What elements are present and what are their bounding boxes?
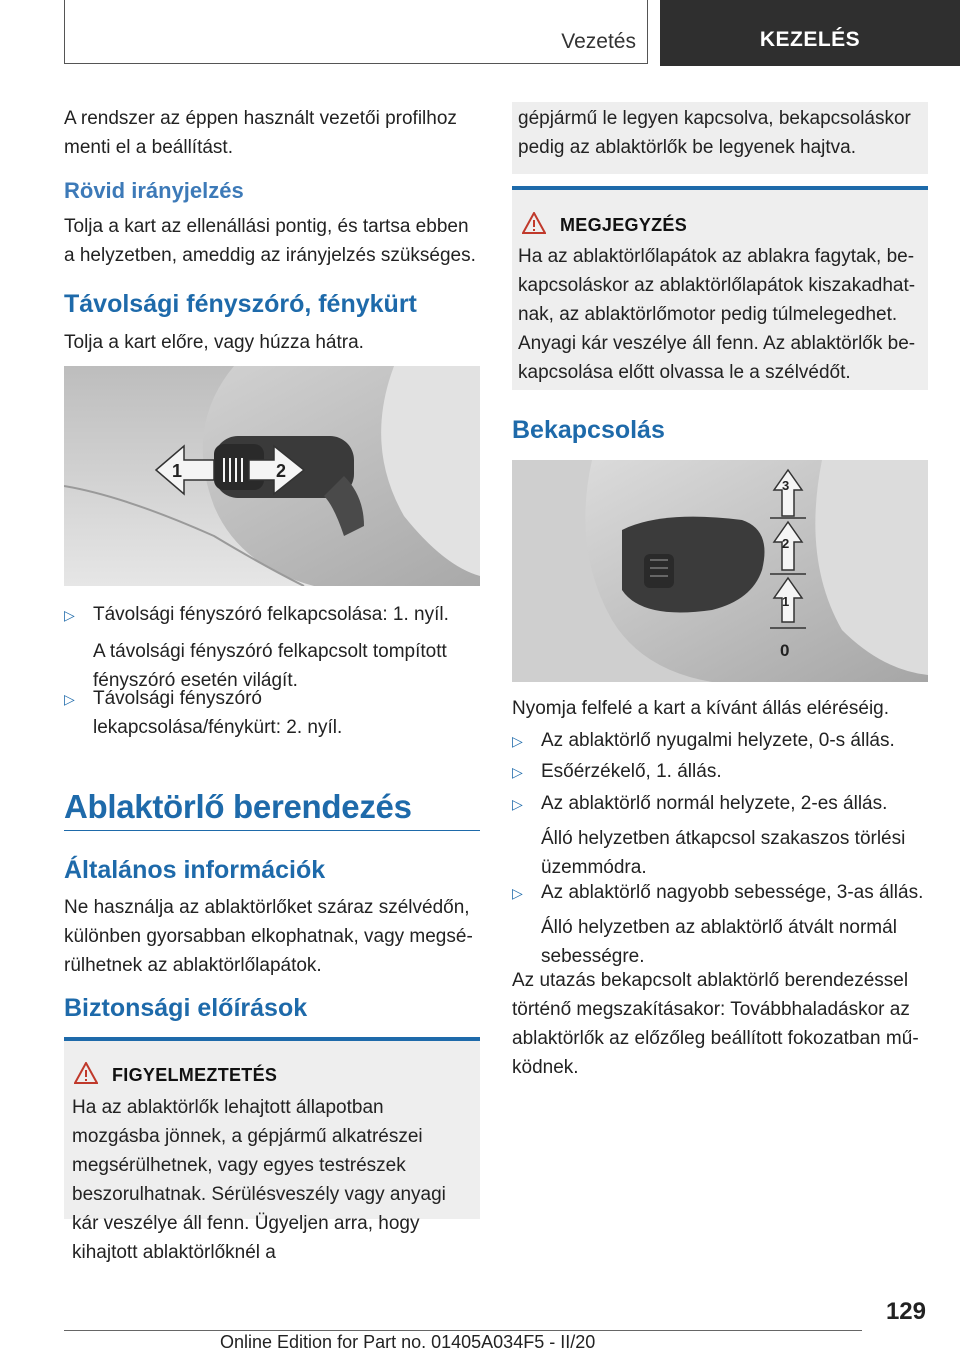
list-item [512,726,928,755]
heading-rule [64,830,480,831]
triangle-bullet-icon: ▷ [512,885,523,901]
triangle-bullet-icon: ▷ [512,733,523,749]
general-info-text: Ne használja az ablaktörlőket száraz szélvédőn, különben gyorsabban elkophatnak, vagy megsérülhetnek az ablaktörlőlapátok. [64,897,473,976]
bullet-text: Esőérzékelő, 1. állás. [541,761,722,782]
heading-switch-on: Bekapcsolás [512,416,665,444]
triangle-bullet-icon: ▷ [512,764,523,780]
wiper-lever-photo [512,460,928,682]
figure-label-1: 1 [172,461,183,481]
list-item [64,600,480,695]
high-beam-lever-photo [64,366,480,586]
intro-text: A rendszer az éppen használt vezetői profilhoz menti el a beállítást. [64,108,457,158]
after-text: Az utazás bekapcsolt ablaktörlő berendezéssel történő megszakításakor: Továbbhaladáskor az ablaktörlők az előzőleg beállított fokozatban működnek. [512,970,919,1078]
warning-triangle-icon [74,1062,98,1089]
heading-safety: Biztonsági előírások [64,994,308,1022]
switch-on-text: Nyomja felfelé a kart a kívánt állás eléréséig. [512,698,890,719]
list-item [512,789,928,882]
triangle-bullet-icon: ▷ [512,796,523,812]
notice-text: Ha az ablaktörlőlapátok az ablakra fagytak, bekapcsoláskor az ablaktörlőlapátok kiszakadhatnak, az ablaktörlőmotor pedig túlmelegedhet. Anyagi kár veszélye áll fenn. Az ablaktörlők bekapcsolása előtt olvassa le a szélvédőt. [518,246,916,383]
heading-high-beam: Távolsági fényszóró, fénykürt [64,290,417,318]
header-chapter: KEZELÉS [759,28,861,51]
bullet-text: Az ablaktörlő nyugalmi helyzete, 0-s állás. [541,730,895,751]
notice-title: MEGJEGYZÉS [560,215,688,235]
list-item [64,684,480,742]
figure-label-2: 2 [276,461,287,481]
page-number: 129 [885,1298,926,1325]
triangle-bullet-icon: ▷ [64,691,75,707]
warning-text: Ha az ablaktörlők lehajtott állapotban mozgásba jönnek, a gépjármű alkatrészei megsérülhetnek, vagy egyes testrészek beszorulhatnak. Sérülésveszély vagy anyagi kár veszélye áll fenn. Ügyeljen arra, hogy kihajtott ablaktörlőknél a [72,1097,446,1263]
figure-label-2: 2 [782,536,790,551]
list-item [512,757,928,786]
bullet-text: Távolsági fényszóró felkapcsolása: 1. nyíl. [93,604,449,625]
heading-short-signal: Rövid irányjelzés [64,178,244,203]
footer-edition: Online Edition for Part no. 01405A034F5 - II/20 [220,1332,596,1352]
heading-wiper: Ablaktörlő berendezés [64,788,412,825]
short-signal-text: Tolja a kart az ellenállási pontig, és tartsa ebben a helyzetben, ameddig az irányjelzés szükséges. [64,216,476,266]
figure-label-1: 1 [782,594,790,609]
notice-triangle-icon [522,212,546,239]
triangle-bullet-icon: ▷ [64,607,75,623]
high-beam-text: Tolja a kart előre, vagy húzza hátra. [64,332,364,353]
bullet-subtext: A távolsági fényszóró felkapcsolt tompított fényszóró esetén világít. [93,641,447,691]
bullet-text: Távolsági fényszóró lekapcsolása/fénykürt: 2. nyíl. [93,688,343,738]
footer-rule [64,1330,862,1331]
header-section: Vezetés [561,30,636,53]
bullet-subtext: Álló helyzetben átkapcsol szakaszos törlési üzemmódra. [541,828,906,878]
bullet-text: Az ablaktörlő normál helyzete, 2-es állás. [541,793,888,814]
warning-continued-text: gépjármű le legyen kapcsolva, bekapcsoláskor pedig az ablaktörlők be legyenek hajtva. [518,108,911,158]
figure-label-0: 0 [780,641,790,660]
figure-label-3: 3 [782,478,790,493]
warning-title: FIGYELMEZTETÉS [112,1065,278,1085]
heading-general-info: Általános információk [64,856,326,884]
bullet-subtext: Álló helyzetben az ablaktörlő átvált normál sebességre. [541,917,897,967]
list-item [512,878,928,971]
bullet-text: Az ablaktörlő nagyobb sebessége, 3-as állás. [541,882,924,903]
